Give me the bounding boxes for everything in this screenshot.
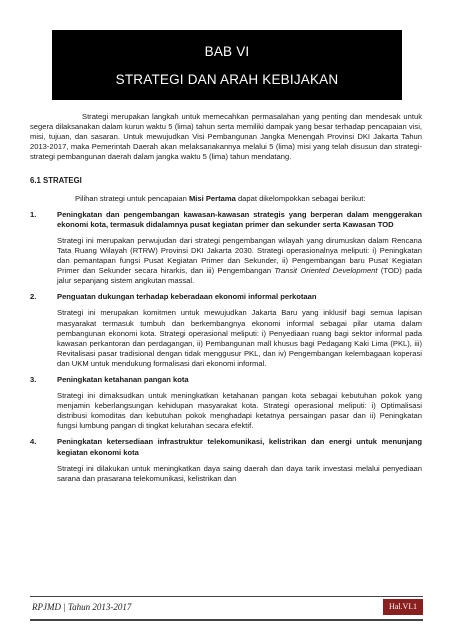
chapter-number: BAB VI: [204, 44, 250, 59]
item-body: Strategi ini dimaksudkan untuk meningkatkan ketahanan pangan kota sebagai kebutuhan pokok yang menjamin keberlangsungan kehidupan masyarakat kota. Strategi operasional meliputi: i) Optimalisasi distribusi komoditas dan kebutuhan pokok menghadapi ketatnya persaingan pasar dan ii) Peningkatan fungsi lumbung pangan di tingkat kelurahan secara efektif.: [57, 391, 422, 431]
item-body: [57, 236, 422, 286]
item-body-text: Strategi ini merupakan perwujudan dari strategi pengembangan wilayah yang dirumuskan dalam Rencana Tata Ruang Wilayah (RTRW) Provinsi DKI Jakarta 2030. Strategi operasionalnya meliputi: i) Peningkatan dan pemantapan fungsi Pusat Kegiatan Primer dan Sekunder, ii) Pengembangan baru Pusat Kegiatan Primer dan Sekunder secara hirarkis, dan iii) Pengembangan: [57, 235, 422, 276]
footer-separator: |: [63, 602, 66, 612]
footer-years: Tahun 2013-2017: [67, 602, 132, 612]
chapter-title: STRATEGI DAN ARAH KEBIJAKAN: [115, 72, 339, 87]
item-body: Strategi ini dilakukan untuk meningkatkan daya saing daerah dan daya tarik investasi melalui penyediaan sarana dan prasarana telekomunikasi, kelistrikan dan: [57, 463, 422, 483]
strategy-item-2: [30, 292, 422, 369]
lead-text-start: Pilihan strategi untuk pencapaian: [75, 193, 189, 203]
footer-doc-name: RPJMD: [32, 602, 61, 612]
page-footer: [30, 596, 423, 621]
item-number: 4.: [30, 437, 37, 447]
item-number: 1.: [30, 209, 37, 219]
item-body-italic: Transit Oriented Development: [274, 266, 378, 276]
section-heading: 6.1 STRATEGI: [30, 176, 82, 186]
item-title: Penguatan dukungan terhadap keberadaan ekonomi informal perkotaan: [57, 292, 317, 302]
strategy-item-1: [30, 210, 422, 287]
footer-document-label: [32, 602, 131, 612]
item-number: 2.: [30, 292, 37, 302]
item-title: Peningkatan dan pengembangan kawasan-kawasan strategis yang berperan dalam menggerakan ekonomi kota, termasuk didalamnya pusat kegiatan primer dan sekunder serta Kawasan TOD: [57, 209, 422, 229]
section-lead-paragraph: [30, 194, 422, 204]
chapter-title-banner: [52, 30, 402, 100]
item-title: Peningkatan ketahanan pangan kota: [57, 374, 189, 384]
item-body: Strategi ini merupakan komitmen untuk mewujudkan Jakarta Baru yang inklusif bagi semua lapisan masyarakat termasuk tumbuh dan berkembangnya ekonomi informal sebagai pilar utama dalam pembangunan ekonomi kota. Strategi operasional meliputi: i) Penyediaan ruang bagi sektor informal pada kawasan perkantoran dan perdagangan, ii) Pembangunan mall khusus bagi Pedagang Kaki Lima (PKL), iii) Revitalisasi pasar tradisional dengan tidak menggusur PKL, dan iv) Pengembangan kelembagaan koperasi dan UKM untuk mendukung formalisasi dari ekonomi informal.: [57, 308, 422, 368]
document-body: [30, 112, 422, 484]
lead-text-end: dapat dikelompokkan sebagai berikut:: [235, 193, 366, 203]
intro-paragraph: Strategi merupakan langkah untuk memecahkan permasalahan yang penting dan mendesak untuk segera dilaksanakan dalam kurun waktu 5 (lima) tahun serta memiliki dampak yang besar terhadap pencapaian visi, misi, tujuan, dan sasaran. Untuk mewujudkan Visi Pembangunan Jangka Menengah Provinsi DKI Jakarta Tahun 2013-2017, maka Pemerintah Daerah akan melaksanakannya melalui 5 (lima) misi yang telah disusun dan strategi-strategi pembangunan daerah dalam jangka waktu 5 (lima) tahun mendatang.: [30, 112, 422, 162]
item-body-text-end: (TOD) pada jalur sepanjang sistem angkutan massal.: [57, 266, 422, 286]
lead-text-bold: Misi Pertama: [188, 193, 236, 203]
item-number: 3.: [30, 374, 37, 384]
page-number-badge: Hal.VI.1: [383, 599, 423, 615]
strategy-item-3: [30, 375, 422, 431]
item-title: Peningkatan ketersediaan infrastruktur telekomunikasi, kelistrikan dan energi untuk menunjang kegiatan ekonomi kota: [57, 437, 422, 457]
strategy-item-4: [30, 437, 422, 483]
